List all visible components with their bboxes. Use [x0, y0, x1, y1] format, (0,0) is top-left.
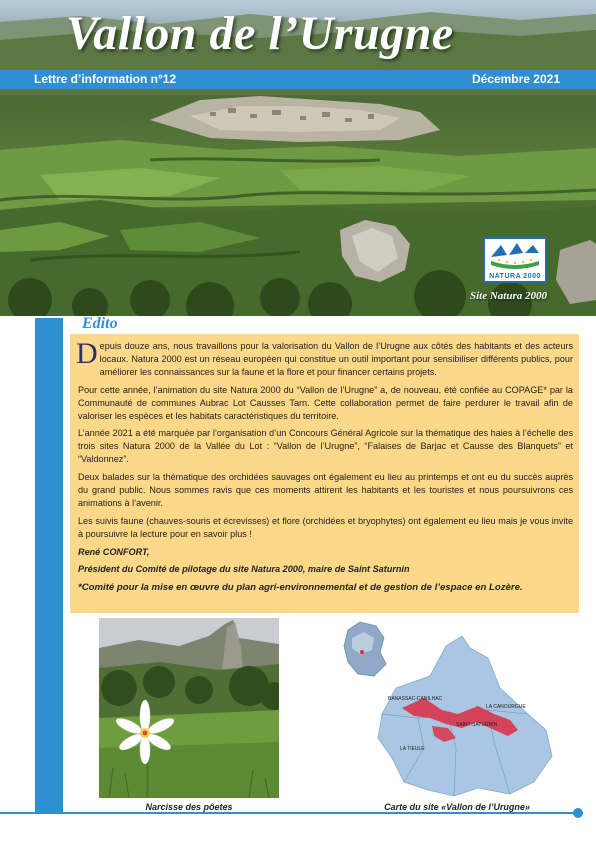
issue-number: Lettre d’information n°12 — [34, 72, 177, 86]
signature-role: Président du Comité de pilotage du site Natura 2000, maire de Saint Saturnin — [78, 564, 410, 575]
edito-paragraph-5: Les suivis faune (chauves-souris et écrevisses) et flore (orchidées et bryophytes) ont également eu lieu mais je vous invite à poursuivre la lecture pour en savoir plus ! — [78, 515, 573, 539]
signature-name: René CONFORT, — [78, 546, 150, 557]
newsletter-title: Vallon de l’Urugne — [66, 7, 454, 60]
bottom-rule — [0, 812, 576, 814]
edito-paragraph-4: Deux balades sur la thématique des orchidées sauvages ont également eu lieu au printemps et ont eu du succès auprès du grand public. Nous sommes ravis que ces moments attirent les habitants et les touristes et nous poursuivrons ces animations à l’avenir. — [78, 472, 573, 508]
natura-logo-text: NATURA 2000 — [489, 273, 541, 280]
site-map-illustration — [338, 618, 576, 802]
map-caption: Carte du site «Vallon de l’Urugne» — [384, 802, 530, 812]
edito-paragraph-1 — [76, 337, 573, 379]
edito-paragraph-3: L’année 2021 a été marquée par l’organisation d’un Concours Général Agricole sur la thématique des haies à l’échelle des trois sites Natura 2000 de la Vallée du Lot : “Vallon de l’Urugne”, “Falaises de Barjac et Causse des Blanquets” et “Valdonnez”. — [78, 428, 573, 465]
edito-paragraph-2: Pour cette année, l’animation du site Natura 2000 du “Vallon de l’Urugne” a, de nouveau, été confiée au COPAGE* par la Communauté de communes Aubrac Lot Causses Tarn. Cette collaboration permet de faire perdurer le travail afin de valoriser les espèces et les habitats caractéristiques du territoire. — [78, 384, 573, 421]
natura-site-caption: Site Natura 2000 — [470, 290, 548, 302]
copage-footnote: *Comité pour la mise en œuvre du plan agri-environnemental et de gestion de l’espace en Lozère. — [78, 582, 523, 594]
birds-icon — [485, 239, 545, 273]
drop-cap: D — [76, 337, 98, 370]
issue-banner — [0, 70, 596, 89]
natura-2000-logo — [483, 237, 547, 283]
narcissus-illustration — [99, 618, 279, 798]
header-landscape-photo — [0, 0, 596, 316]
narcissus-photo — [99, 618, 279, 798]
map-label-canourgue: LA CANOURGUE — [486, 704, 526, 710]
map-label-banassac: BANASSAC-CANILHAC — [388, 696, 443, 702]
edito-heading: Edito — [82, 315, 118, 332]
photo-caption: Narcisse des pôetes — [145, 802, 233, 812]
issue-date: Décembre 2021 — [471, 72, 560, 86]
map-label-saturnin: SAINT-SATURNIN — [456, 722, 498, 728]
side-decoration-bar — [35, 318, 63, 814]
map-label-tieule: LA TIEULE — [400, 746, 425, 752]
edito-paragraph-1-text: epuis douze ans, nous travaillons pour la valorisation du Vallon de l’Urugne aux côtés des habitants et des acteurs locaux. Natura 2000 est un réseau européen qui constitue un outil important pour sensibiliser différents publics, pour améliorer les connaissances sur la faune et la flore et pour financer certains projets. — [99, 341, 573, 377]
edito-box — [70, 334, 579, 613]
bottom-rule-dot — [573, 808, 583, 818]
site-map — [338, 618, 576, 802]
